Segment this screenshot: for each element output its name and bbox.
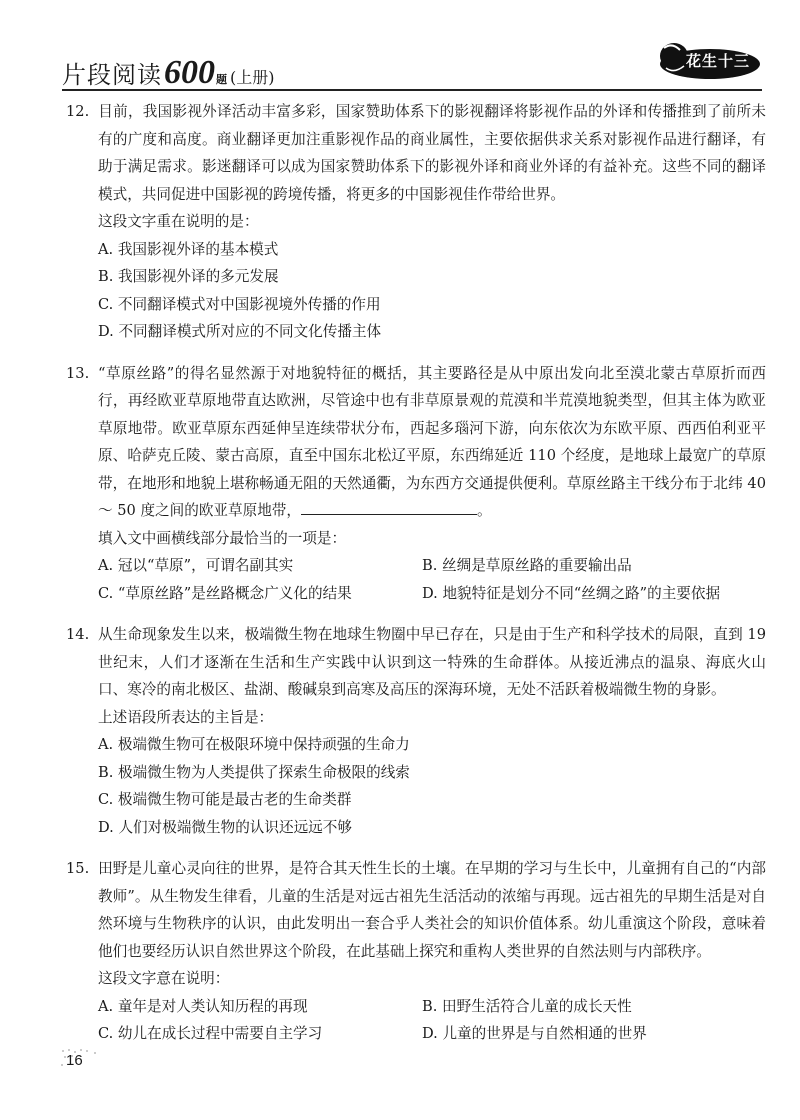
option-d[interactable]: D. 地貌特征是划分不同“丝绸之路”的主要依据	[422, 584, 721, 602]
book-title-text: 片段阅读	[62, 61, 162, 89]
option-c[interactable]: C. 幼儿在成长过程中需要自主学习	[98, 1025, 323, 1042]
question-14	[66, 621, 766, 841]
header-rule	[62, 89, 762, 91]
option-b[interactable]: B. 极端微生物为人类提供了探索生命极限的线索	[98, 763, 410, 781]
book-title-suffix: 题	[216, 73, 227, 86]
option-b[interactable]: B. 田野生活符合儿童的成长天性	[422, 997, 632, 1015]
question-text: 从生命现象发生以来，极端微生物在地球生物圈中早已存在，只是由于生产和科学技术的局限，直到 19 世纪末，人们才逐渐在生活和生产实践中认识到这一特殊的生命群体。从接近沸点的温泉、海底火山口、寒冷的南北极区、盐湖、酸碱泉到高寒及高压的深海环境，无处不活跃着极端微生物的身影。	[98, 626, 766, 698]
question-15	[66, 855, 766, 1048]
option-a[interactable]: A. 冠以“草原”，可谓名副其实	[98, 557, 294, 574]
book-volume: (上册)	[230, 68, 275, 87]
question-stem	[66, 98, 766, 208]
option-c[interactable]: C. 不同翻译模式对中国影视境外传播的作用	[98, 295, 381, 313]
question-text-end: 。	[476, 502, 492, 519]
question-number: 13.	[66, 364, 90, 382]
question-stem	[66, 360, 766, 525]
option-d[interactable]: D. 人们对极端微生物的认识还远远不够	[98, 818, 352, 836]
option-a[interactable]: A. 我国影视外译的基本模式	[98, 240, 279, 258]
question-stem	[66, 855, 766, 965]
question-prompt: 填入文中画横线部分最恰当的一项是：	[98, 529, 347, 547]
fill-blank-line	[301, 500, 477, 515]
brand-logo	[658, 42, 762, 82]
option-list	[66, 731, 766, 841]
option-c[interactable]: C. “草原丝路”是丝路概念广义化的结果	[98, 584, 352, 602]
question-text: 目前，我国影视外译活动丰富多彩，国家赞助体系下的影视翻译将影视作品的外译和传播推到了前所未有的广度和高度。商业翻译更加注重影视作品的商业属性，主要依据供求关系对影视作品进行翻译，有助于满足需求。影迷翻译可以成为国家赞助体系下的影视外译和商业外译的有益补充。这些不同的翻译模式，共同促进中国影视的跨境传播，将更多的中国影视佳作带给世界。	[98, 103, 766, 203]
question-12	[66, 98, 766, 346]
question-prompt: 这段文字意在说明：	[98, 970, 230, 987]
brand-name: 花生十三	[686, 52, 751, 70]
option-a[interactable]: A. 极端微生物可在极限环境中保持顽强的生命力	[98, 736, 410, 753]
question-13	[66, 360, 766, 608]
option-b[interactable]: B. 丝绸是草原丝路的重要输出品	[422, 557, 632, 574]
question-prompt: 这段文字重在说明的是：	[98, 213, 259, 230]
option-d[interactable]: D. 不同翻译模式所对应的不同文化传播主体	[98, 323, 382, 340]
page-header	[62, 40, 762, 100]
option-c[interactable]: C. 极端微生物可能是最古老的生命类群	[98, 791, 352, 808]
option-list	[66, 993, 766, 1048]
question-stem	[66, 621, 766, 704]
question-prompt: 上述语段所表达的主旨是：	[98, 708, 274, 726]
question-number: 14.	[66, 626, 90, 643]
book-title-number: 600	[164, 54, 215, 91]
question-text: “草原丝路”的得名显然源于对地貌特征的概括，其主要路径是从中原出发向北至漠北蒙古草原折而西行，再经欧亚草原地带直达欧洲，尽管途中也有非草原景观的荒漠和半荒漠地貌类型，但其主体为欧亚草原地带。欧亚草原东西延伸呈连续带状分布，西起多瑙河下游，向东依次为东欧平原、西西伯利亚平原、哈萨克丘陵、蒙古高原，直至中国东北松辽平原，东西绵延近 110 个经度，是地球上最宽广的草原带，在地形和地貌上堪称畅通无阻的天然通衢，为东西方交通提供便利。草原丝路主干线分布于北纬 40 ～ 50 度之间的欧亚草原地带，	[98, 364, 766, 519]
option-b[interactable]: B. 我国影视外译的多元发展	[98, 268, 279, 285]
option-list	[66, 552, 766, 607]
book-title	[62, 54, 275, 92]
option-d[interactable]: D. 儿童的世界是与自然相通的世界	[422, 1025, 647, 1042]
option-a[interactable]: A. 童年是对人类认知历程的再现	[98, 997, 308, 1015]
question-number: 12.	[66, 103, 90, 120]
question-number: 15.	[66, 860, 90, 877]
question-text: 田野是儿童心灵向往的世界，是符合其天性生长的土壤。在早期的学习与生长中，儿童拥有自己的“内部教师”。从生物发生律看，儿童的生活是对远古祖先生活活动的浓缩与再现。远古祖先的早期生活是对自然环境与生物秩序的认识，由此发明出一套合乎人类社会的知识价值体系。幼儿重演这个阶段，意味着他们也要经历认识自然世界这个阶段，在此基础上探究和重构人类世界的自然法则与内部秩序。	[98, 860, 766, 960]
page-number: 16	[66, 1052, 83, 1069]
option-list	[66, 236, 766, 346]
question-list	[66, 98, 766, 1062]
